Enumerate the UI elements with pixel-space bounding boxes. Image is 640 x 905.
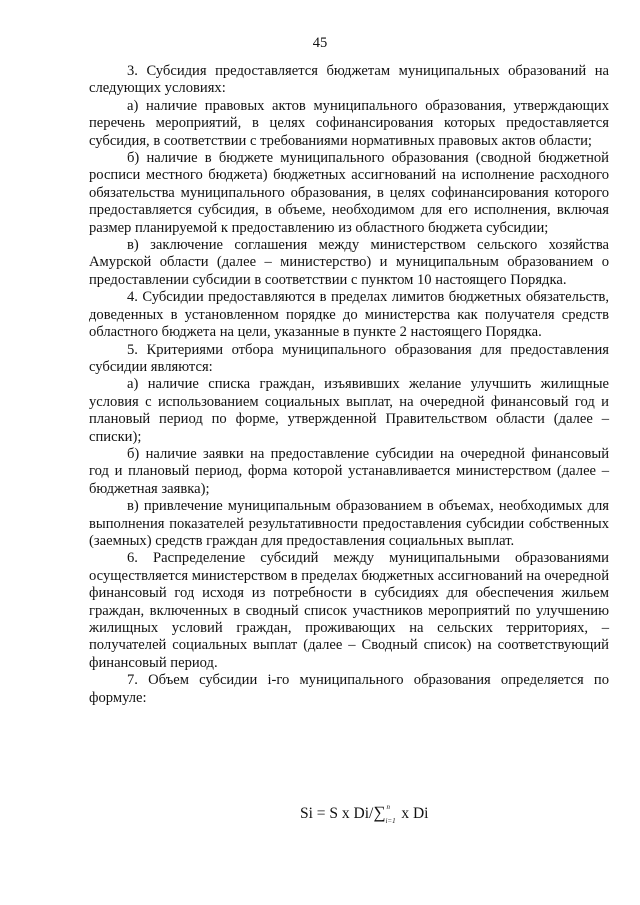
paragraph-4: 4. Субсидии предоставляются в пределах лимитов бюджетных обязательств, доведенных в установленном порядке до министерства как получателя средств областного бюджета на цели, указанные в пункте 2 настоящего Порядка. bbox=[89, 289, 609, 341]
document-body bbox=[89, 63, 609, 707]
formula-rhs: x Di bbox=[397, 805, 429, 822]
paragraph-5: 5. Критериями отбора муниципального образования для предоставления субсидии являются: bbox=[89, 341, 609, 375]
sum-symbol: ∑ bbox=[373, 803, 386, 822]
paragraph-5b: б) наличие заявки на предоставление субсидии на очередной финансовый год и плановый период, форма которой устанавливается министерством (далее – бюджетная заявка); bbox=[89, 445, 609, 497]
paragraph-5a: а) наличие списка граждан, изъявивших желание улучшить жилищные условия с использованием социальных выплат, на очередной финансовый год и плановый период по форме, утвержденной Правительством области (далее – списки); bbox=[89, 376, 609, 445]
paragraph-7: 7. Объем субсидии i-го муниципального образования определяется по формуле: bbox=[89, 672, 609, 706]
sum-lower-limit: i=1 bbox=[385, 817, 396, 826]
formula-lhs: Si = S x Di/ bbox=[300, 805, 374, 822]
sum-limits bbox=[385, 803, 397, 826]
paragraph-3v: в) заключение соглашения между министерством сельского хозяйства Амурской области (далее – министерство) и муниципальным образованием о предоставлении субсидии в соответствии с пунктом 10 настоящего Порядка. bbox=[89, 237, 609, 288]
paragraph-6: 6. Распределение субсидий между муниципальными образованиями осуществляется министерством в пределах бюджетных ассигнований на очередной финансовый год исходя из потребности в субсидиях для обеспечения жильем граждан, включенных в сводный список участников мероприятий по улучшению жилищных условий граждан, проживающих на сельских территориях, – получателей социальных выплат (далее – Сводный список) на соответствующий финансовый период. bbox=[89, 550, 609, 671]
paragraph-3b: б) наличие в бюджете муниципального образования (сводной бюджетной росписи местного бюджета) бюджетных ассигнований на исполнение расходного обязательства муниципального образования, в целях софинансирования которого предоставляется субсидия, в объеме, необходимом для его исполнения, включая размер планируемой к предоставлению из областного бюджета субсидии; bbox=[89, 150, 609, 236]
paragraph-5v: в) привлечение муниципальным образованием в объемах, необходимых для выполнения показателей результативности предоставления субсидии собственных (заемных) средств граждан для предоставления социальных выплат. bbox=[89, 498, 609, 549]
sum-upper-limit: n bbox=[386, 803, 390, 812]
page-number: 45 bbox=[312, 35, 328, 51]
paragraph-3a: а) наличие правовых актов муниципального образования, утверждающих перечень мероприятий, в целях софинансирования которых предоставляется субсидия, в соответствии с требованиями нормативных правовых актов области; bbox=[89, 97, 609, 149]
paragraph-3: 3. Субсидия предоставляется бюджетам муниципальных образований на следующих условиях: bbox=[89, 63, 609, 97]
subsidy-formula bbox=[300, 803, 429, 826]
